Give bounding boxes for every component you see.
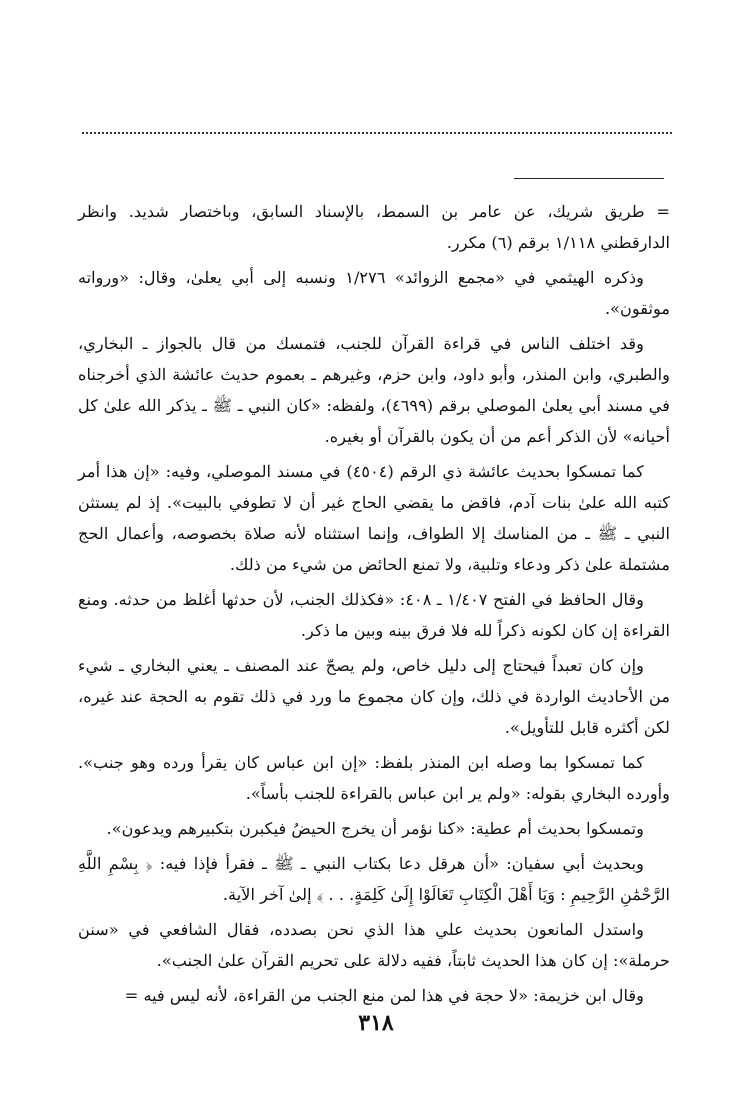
paragraph: وقد اختلف الناس في قراءة القرآن للجنب، فتمسك من قال بالجواز ـ البخاري، والطبري، وابن المنذر، وأبو داود، وابن حزم، وغيرهم ـ بعموم حديث عائشة الذي أخرجناه في مسند أبي يعلىٰ الموصلي برقم (٤٦٩٩)، ولفظه: «كان النبي ـ ﷺ ـ يذكر الله علىٰ كل أحيانه» لأن الذكر أعم من أن يكون بالقرآن أو بغيره. [78, 334, 670, 446]
footnote-rule [514, 178, 664, 179]
paragraph: وقال ابن خزيمة: «لا حجة في هذا لمن منع الجنب من القراءة، لأنه ليس فيه = [124, 986, 644, 1005]
paragraph: وتمسكوا بحديث أم عطية: «كنا نؤمر أن يخرج الحيضُ فيكبرن بتكبيرهم ويدعون». [106, 819, 644, 838]
paragraph: واستدل المانعون بحديث علي هذا الذي نحن بصدده، فقال الشافعي في «سنن حرملة»: إن كان هذا الحديث ثابتاً، ففيه دلالة على تحريم القرآن علىٰ الجنب». [78, 920, 670, 970]
paragraph: وذكره الهيثمي في «مجمع الزوائد» ١/٢٧٦ ونسبه إلى أبي يعلىٰ، وقال: «ورواته موثقون». [78, 268, 670, 318]
page-number: ٣١٨ [358, 1010, 394, 1036]
paragraph: وقال الحافظ في الفتح ١/٤٠٧ ـ ٤٠٨: «فكذلك الجنب، لأن حدثها أغلظ من حدثه. ومنع القراءة إن كان لكونه ذكراً لله فلا فرق بينه وبين ما ذكر. [78, 590, 670, 640]
paragraph: وإن كان تعبداً فيحتاج إلى دليل خاص، ولم يصحّ عند المصنف ـ يعني البخاري ـ شيء من الأحاديث الواردة في ذلك، وإن كان مجموع ما ورد في ذلك تقوم به الحجة عند غيره، لكن أكثره قابل للتأويل». [78, 656, 670, 737]
footnote-body [78, 196, 670, 1015]
paragraph: كما تمسكوا بحديث عائشة ذي الرقم (٤٥٠٤) في مسند الموصلي، وفيه: «إن هذا أمر كتبه الله علىٰ بنات آدم، فاقض ما يقضي الحاج غير أن لا تطوفي بالبيت». إذ لم يستثن النبي ـ ﷺ ـ من المناسك إلا الطواف، وإنما استثناه لأنه صلاة بخصوصه، وأعمال الحج مشتملة علىٰ ذكر ودعاء وتلبية، ولا تمنع الحائض من شيء من ذلك. [78, 462, 670, 574]
paragraph: وبحديث أبي سفيان: «أن هرقل دعا بكتاب النبي ـ ﷺ ـ فقرأ فإذا فيه: ﴿ بِسْمِ اللَّهِ الرَّحْمَٰنِ الرَّحِيمِ : وَيَا أَهْلَ الْكِتَابِ تَعَالَوْا إِلَىٰ كَلِمَةٍ. . . ﴾ إلىٰ آخر الآية. [78, 854, 670, 904]
paragraph: = طريق شريك، عن عامر بن السمط، بالإسناد السابق، وباختصار شديد. وانظر الدارقطني ١/١١٨ برقم (٦) مكرر. [78, 202, 670, 252]
dotted-separator [82, 132, 672, 134]
paragraph: كما تمسكوا بما وصله ابن المنذر بلفظ: «إن ابن عباس كان يقرأ ورده وهو جنب». وأورده البخاري بقوله: «ولم ير ابن عباس بالقراءة للجنب بأساً». [78, 753, 670, 803]
